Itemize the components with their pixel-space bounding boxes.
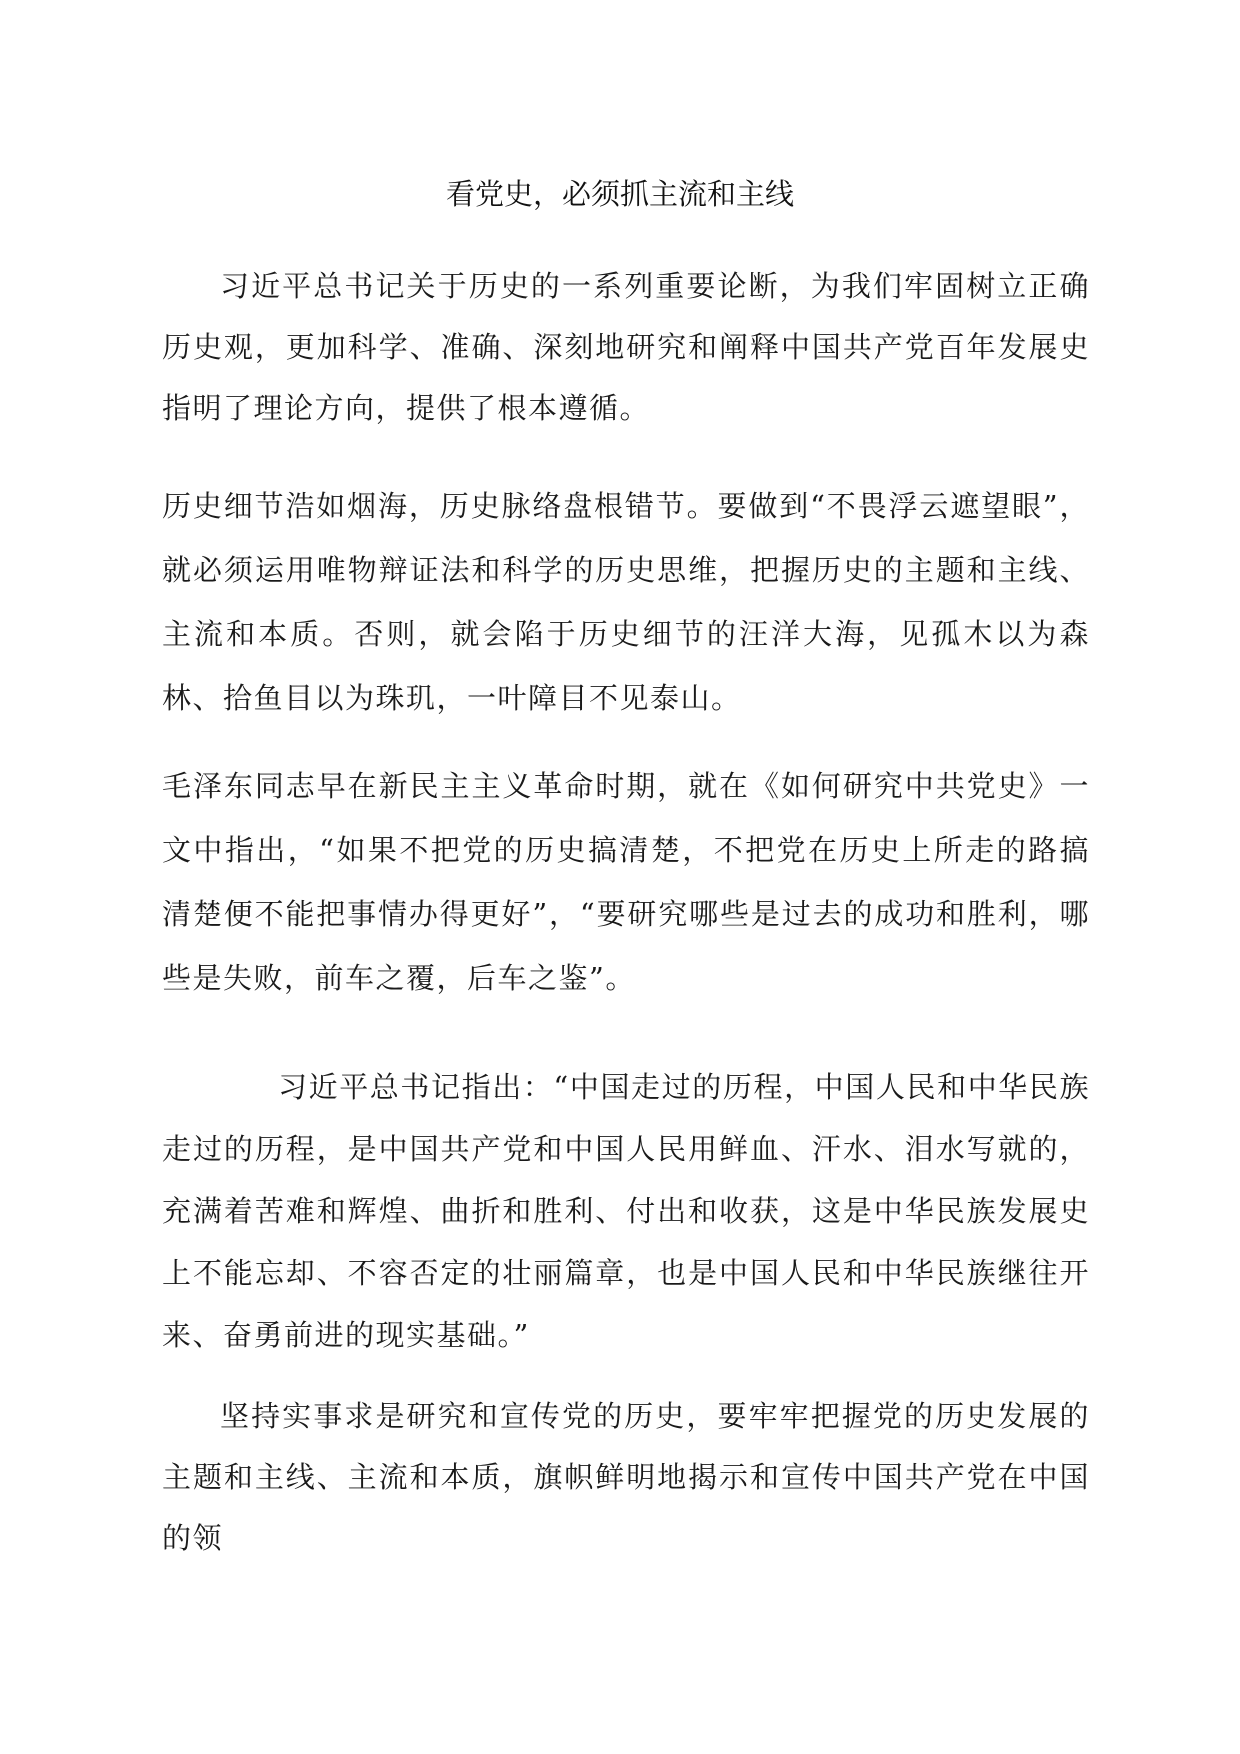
paragraph-5: 坚持实事求是研究和宣传党的历史，要牢牢把握党的历史发展的主题和主线、主流和本质，旗帜鲜明地揭示和宣传中国共产党在中国的领 (162, 1399, 1090, 1555)
paragraph-1: 习近平总书记关于历史的一系列重要论断，为我们牢固树立正确历史观，更加科学、准确、深刻地研究和阐释中国共产党百年发展史指明了理论方向，提供了根本遵循。 (162, 269, 1090, 425)
paragraph-4: 习近平总书记指出：“中国走过的历程，中国人民和中华民族走过的历程，是中国共产党和中国人民用鲜血、汗水、泪水写就的，充满着苦难和辉煌、曲折和胜利、付出和收获，这是中华民族发展史上不能忘却、不容否定的壮丽篇章，也是中国人民和中华民族继往开来、奋勇前进的现实基础。” (162, 1070, 1090, 1352)
paragraph-3: 毛泽东同志早在新民主主义革命时期，就在《如何研究中共党史》一文中指出，“如果不把党的历史搞清楚，不把党在历史上所走的路搞清楚便不能把事情办得更好”，“要研究哪些是过去的成功和胜利，哪些是失败，前车之覆，后车之鉴”。 (162, 769, 1090, 995)
document-title: 看党史，必须抓主流和主线 (445, 177, 794, 211)
paragraph-2: 历史细节浩如烟海，历史脉络盘根错节。要做到“不畏浮云遮望眼”，就必须运用唯物辩证法和科学的历史思维，把握历史的主题和主线、主流和本质。否则，就会陷于历史细节的汪洋大海，见孤木以为森林、拾鱼目以为珠玑，一叶障目不见泰山。 (162, 489, 1090, 715)
